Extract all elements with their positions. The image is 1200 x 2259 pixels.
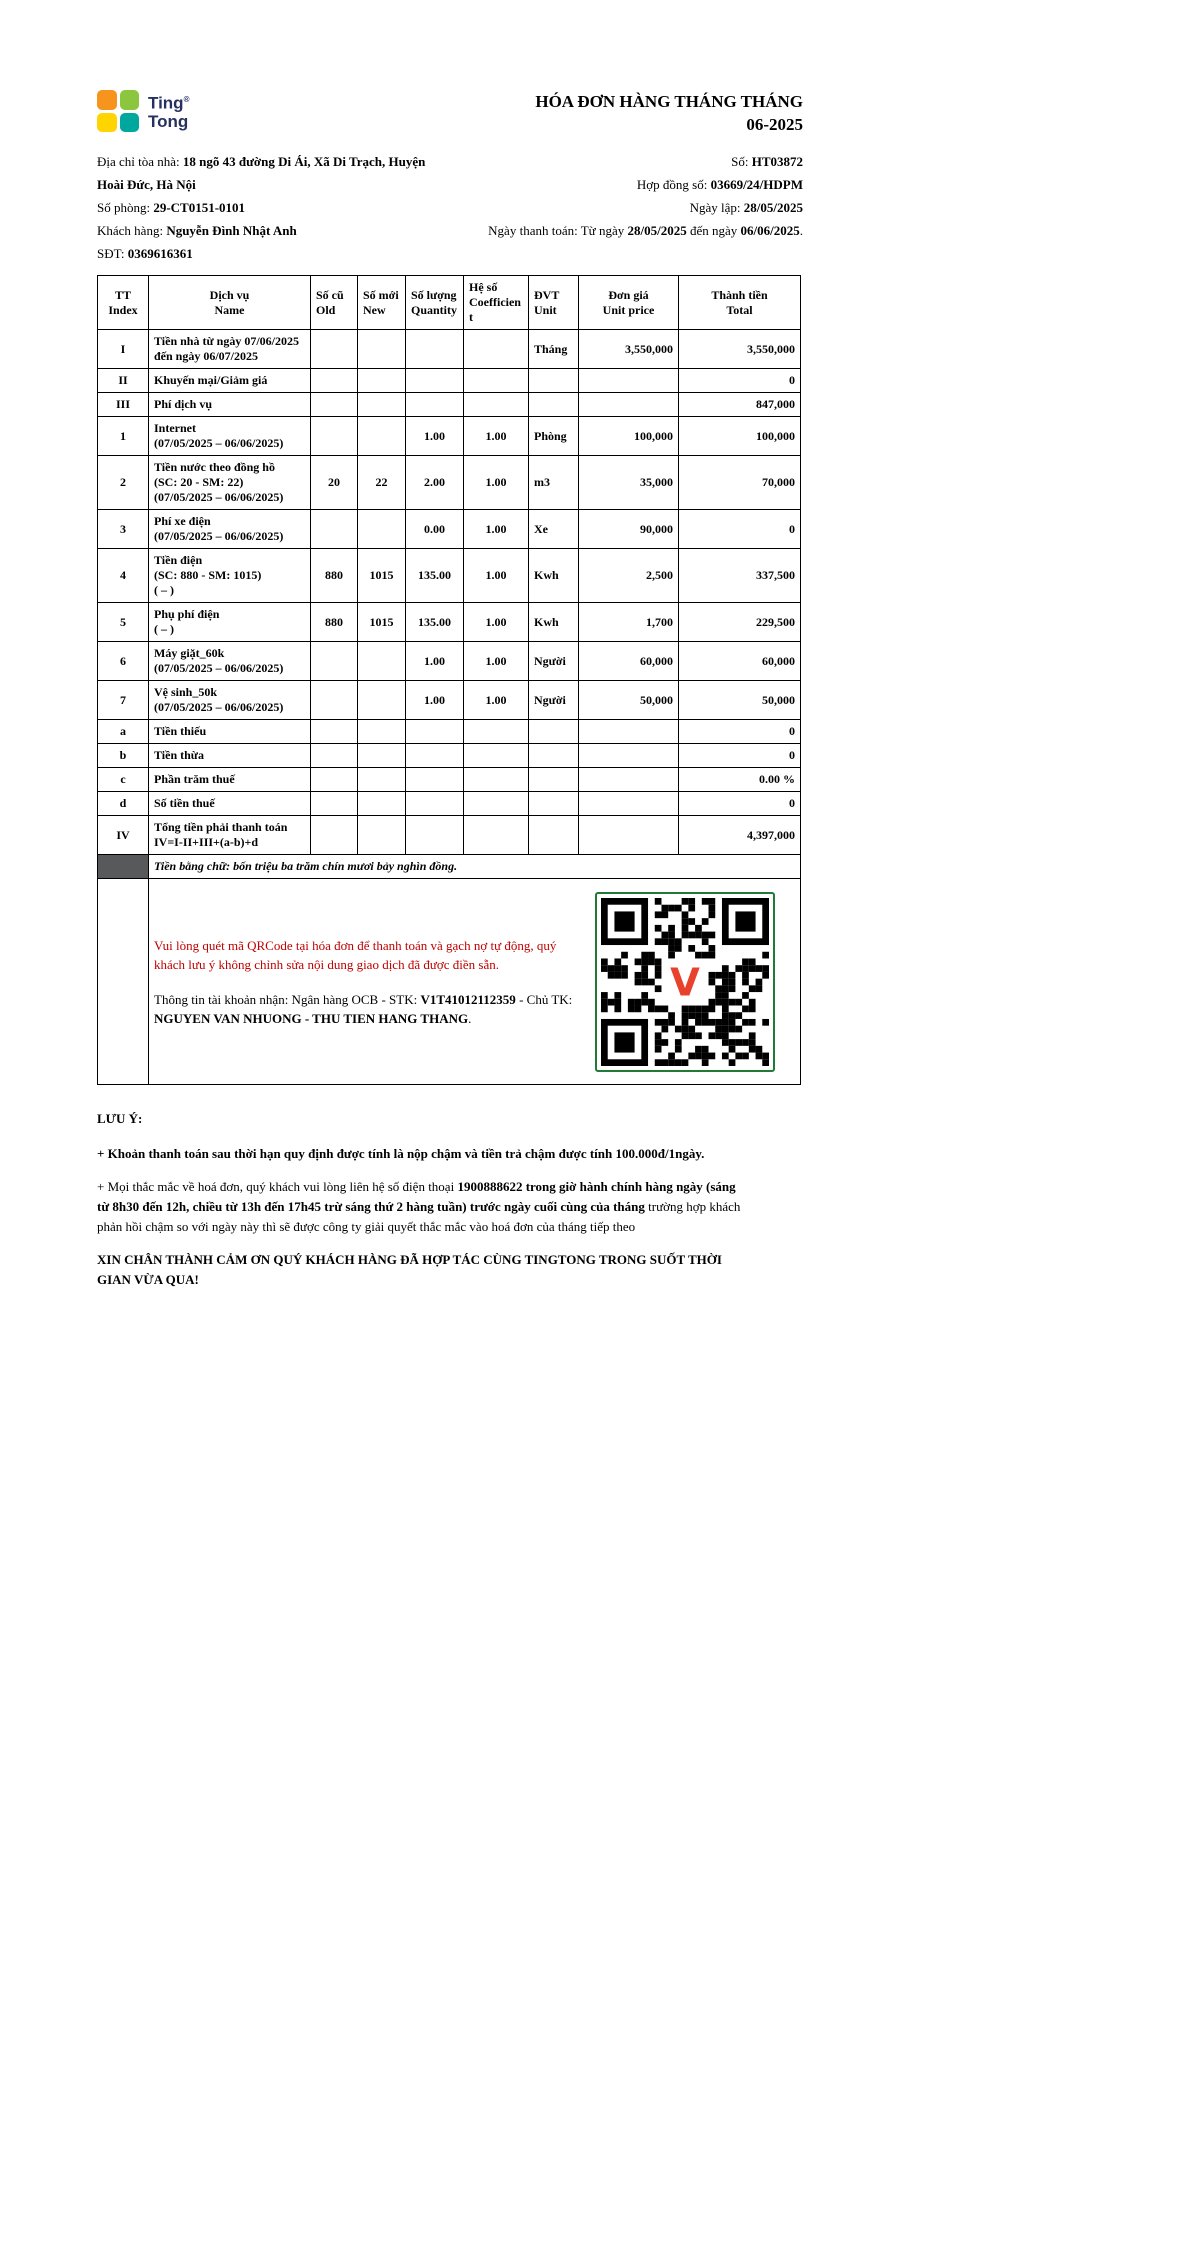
cell-unit bbox=[529, 393, 579, 417]
brand-word-ting: Ting bbox=[148, 93, 184, 113]
cell-total: 50,000 bbox=[679, 681, 801, 720]
column-header bbox=[358, 276, 406, 330]
table-row bbox=[98, 744, 801, 768]
service-name-line: (SC: 880 - SM: 1015) bbox=[154, 568, 262, 582]
hotline-note bbox=[97, 1177, 745, 1237]
info-left bbox=[97, 150, 449, 265]
service-name-line: Phí dịch vụ bbox=[154, 397, 213, 411]
text-segment: Nguyễn Đình Nhật Anh bbox=[166, 223, 297, 238]
text-segment: trước ngày cuối cùng của tháng bbox=[469, 1199, 645, 1214]
service-name-line: Tiền thừa bbox=[154, 748, 204, 762]
cell-unit-price bbox=[579, 816, 679, 855]
cell-old-reading: 880 bbox=[311, 603, 358, 642]
cell-service-name bbox=[149, 768, 311, 792]
service-name-line: Vệ sinh_50k bbox=[154, 685, 218, 699]
cell-service-name bbox=[149, 720, 311, 744]
table-row bbox=[98, 681, 801, 720]
info-line bbox=[449, 150, 803, 173]
cell-service-name bbox=[149, 816, 311, 855]
logo-square-green bbox=[120, 90, 140, 110]
cell-unit: Người bbox=[529, 642, 579, 681]
cell-total: 0 bbox=[679, 792, 801, 816]
service-name-line: Tiền điện bbox=[154, 553, 203, 567]
cell-unit bbox=[529, 792, 579, 816]
service-name-line: đến ngày 06/07/2025 bbox=[154, 349, 259, 363]
cell-unit: Phòng bbox=[529, 417, 579, 456]
column-header-line: New bbox=[363, 302, 386, 317]
column-header-line: Quantity bbox=[411, 302, 458, 317]
cell-unit bbox=[529, 816, 579, 855]
column-header-line: Số mới bbox=[363, 287, 399, 302]
cell-total: 0 bbox=[679, 744, 801, 768]
service-name-line: (07/05/2025 – 06/06/2025) bbox=[154, 490, 284, 504]
cell-service-name bbox=[149, 603, 311, 642]
table-row bbox=[98, 417, 801, 456]
cell-index: IV bbox=[98, 816, 149, 855]
cell-coefficient: 1.00 bbox=[464, 681, 529, 720]
cell-unit: Xe bbox=[529, 510, 579, 549]
service-name-line: Tổng tiền phải thanh toán bbox=[154, 820, 288, 834]
cell-index: 7 bbox=[98, 681, 149, 720]
cell-new-reading bbox=[358, 510, 406, 549]
qr-code bbox=[601, 898, 769, 1066]
cell-unit-price bbox=[579, 744, 679, 768]
cell-coefficient bbox=[464, 330, 529, 369]
table-row bbox=[98, 393, 801, 417]
text-segment: - Chủ TK: bbox=[515, 991, 573, 1007]
text-segment: + Khoản thanh toán sau thời hạn quy định được tính là nộp chậm và tiền trả chậm được tính 100.000đ/1ngày. bbox=[97, 1146, 705, 1161]
table-row bbox=[98, 369, 801, 393]
service-name-line: Internet bbox=[154, 421, 196, 435]
cell-total: 0 bbox=[679, 720, 801, 744]
cell-index: 2 bbox=[98, 456, 149, 510]
cell-unit bbox=[529, 744, 579, 768]
cell-coefficient bbox=[464, 720, 529, 744]
cell-service-name bbox=[149, 417, 311, 456]
cell-old-reading bbox=[311, 816, 358, 855]
text-segment: . bbox=[468, 1010, 472, 1026]
column-header-line: ĐVT bbox=[534, 287, 560, 302]
cell-coefficient bbox=[464, 393, 529, 417]
cell-unit-price: 60,000 bbox=[579, 642, 679, 681]
column-header bbox=[98, 276, 149, 330]
cell-unit-price bbox=[579, 792, 679, 816]
text-segment: Tiền bằng chữ: bbox=[154, 859, 234, 873]
service-name-line: Khuyến mại/Giảm giá bbox=[154, 373, 268, 387]
cell-new-reading bbox=[358, 642, 406, 681]
info-line bbox=[449, 196, 803, 219]
cell-index: III bbox=[98, 393, 149, 417]
cell-total: 60,000 bbox=[679, 642, 801, 681]
cell-new-reading: 1015 bbox=[358, 603, 406, 642]
cell-service-name bbox=[149, 369, 311, 393]
table-row bbox=[98, 816, 801, 855]
cell-unit-price bbox=[579, 768, 679, 792]
table-row bbox=[98, 603, 801, 642]
cell-service-name bbox=[149, 642, 311, 681]
cell-total: 70,000 bbox=[679, 456, 801, 510]
brand-name-line1 bbox=[148, 91, 189, 113]
cell-index: a bbox=[98, 720, 149, 744]
cell-service-name bbox=[149, 792, 311, 816]
cell-quantity bbox=[406, 768, 464, 792]
cell-new-reading bbox=[358, 330, 406, 369]
cell-old-reading bbox=[311, 768, 358, 792]
text-segment: . bbox=[799, 223, 803, 238]
cell-new-reading: 22 bbox=[358, 456, 406, 510]
text-segment: 03669/24/HDPM bbox=[710, 177, 803, 192]
table-row bbox=[98, 330, 801, 369]
cell-unit: Tháng bbox=[529, 330, 579, 369]
cell-unit: Kwh bbox=[529, 549, 579, 603]
cell-service-name bbox=[149, 744, 311, 768]
info-line bbox=[97, 219, 449, 242]
cell-old-reading: 880 bbox=[311, 549, 358, 603]
cell-old-reading bbox=[311, 369, 358, 393]
cell-service-name bbox=[149, 681, 311, 720]
table-row bbox=[98, 720, 801, 744]
table-row bbox=[98, 456, 801, 510]
text-segment: NGUYEN VAN NHUONG - THU TIEN HANG THANG bbox=[154, 1010, 469, 1026]
notes-title: LƯU Ý: bbox=[97, 1111, 143, 1126]
cell-quantity: 2.00 bbox=[406, 456, 464, 510]
cell-total: 4,397,000 bbox=[679, 816, 801, 855]
cell-quantity bbox=[406, 393, 464, 417]
cell-old-reading bbox=[311, 642, 358, 681]
cell-coefficient bbox=[464, 768, 529, 792]
cell-quantity bbox=[406, 720, 464, 744]
table-row bbox=[98, 642, 801, 681]
payment-instructions bbox=[154, 936, 582, 1028]
info-line bbox=[97, 196, 449, 219]
cell-quantity: 1.00 bbox=[406, 681, 464, 720]
cell-index: d bbox=[98, 792, 149, 816]
cell-quantity bbox=[406, 330, 464, 369]
service-name-line: ( – ) bbox=[154, 583, 174, 597]
column-header-line: Total bbox=[726, 302, 753, 317]
text-segment: V1T41012112359 bbox=[420, 991, 516, 1007]
table-row bbox=[98, 549, 801, 603]
column-header-line: Dịch vụ bbox=[209, 287, 250, 302]
service-name-line: Tiền nhà từ ngày 07/06/2025 bbox=[154, 334, 300, 348]
cell-index: I bbox=[98, 330, 149, 369]
service-name-line: Số tiền thuế bbox=[154, 796, 215, 810]
column-header-line: Số lượng bbox=[411, 287, 457, 302]
cell-total: 0.00 % bbox=[679, 768, 801, 792]
svg-text:V: V bbox=[670, 959, 700, 1005]
cell-total: 229,500 bbox=[679, 603, 801, 642]
cell-total: 100,000 bbox=[679, 417, 801, 456]
cell-unit-price: 100,000 bbox=[579, 417, 679, 456]
column-header-line: Thành tiền bbox=[711, 287, 768, 302]
cell-new-reading bbox=[358, 369, 406, 393]
cell-quantity bbox=[406, 744, 464, 768]
cell-coefficient: 1.00 bbox=[464, 456, 529, 510]
invoice-table-header-row bbox=[98, 276, 801, 330]
cell-index: 1 bbox=[98, 417, 149, 456]
text-segment: Hợp đồng số: bbox=[636, 177, 711, 192]
cell-index: II bbox=[98, 369, 149, 393]
cell-coefficient bbox=[464, 744, 529, 768]
cell-quantity: 0.00 bbox=[406, 510, 464, 549]
service-name-line: (07/05/2025 – 06/06/2025) bbox=[154, 436, 284, 450]
service-name-line: Phần trăm thuế bbox=[154, 772, 235, 786]
cell-old-reading bbox=[311, 792, 358, 816]
cell-old-reading bbox=[311, 393, 358, 417]
cell-index: b bbox=[98, 744, 149, 768]
amount-in-words-row bbox=[98, 855, 801, 879]
cell-quantity: 1.00 bbox=[406, 417, 464, 456]
cell-new-reading bbox=[358, 681, 406, 720]
text-segment: Số: bbox=[731, 154, 752, 169]
cell-service-name bbox=[149, 549, 311, 603]
column-header bbox=[311, 276, 358, 330]
cell-coefficient bbox=[464, 792, 529, 816]
service-name-line: (07/05/2025 – 06/06/2025) bbox=[154, 529, 284, 543]
column-header bbox=[579, 276, 679, 330]
text-segment: 28/05/2025 bbox=[743, 200, 803, 215]
info-right bbox=[449, 150, 803, 265]
cell-new-reading bbox=[358, 393, 406, 417]
table-row bbox=[98, 768, 801, 792]
text-segment: 06/06/2025 bbox=[740, 223, 800, 238]
cell-old-reading bbox=[311, 330, 358, 369]
service-name-line: ( – ) bbox=[154, 622, 174, 636]
cell-new-reading bbox=[358, 816, 406, 855]
text-segment: bốn triệu ba trăm chín mươi bảy nghìn đồng. bbox=[233, 859, 458, 873]
cell-unit-price: 2,500 bbox=[579, 549, 679, 603]
cell-unit: m3 bbox=[529, 456, 579, 510]
text-segment: 0369616361 bbox=[127, 246, 193, 261]
invoice-table-footer bbox=[98, 855, 801, 1085]
logo-square-teal bbox=[120, 113, 140, 133]
cell-quantity bbox=[406, 369, 464, 393]
qr-code-frame bbox=[595, 892, 775, 1072]
service-name-line: (07/05/2025 – 06/06/2025) bbox=[154, 661, 284, 675]
text-segment: Số phòng: bbox=[97, 200, 154, 215]
table-row bbox=[98, 510, 801, 549]
cell-new-reading bbox=[358, 417, 406, 456]
cell-new-reading bbox=[358, 792, 406, 816]
brand-name bbox=[148, 91, 189, 131]
service-name-line: Máy giặt_60k bbox=[154, 646, 225, 660]
service-name-line: Tiền nước theo đồng hồ bbox=[154, 460, 275, 474]
cell-quantity bbox=[406, 816, 464, 855]
invoice-table-body bbox=[98, 330, 801, 855]
header bbox=[97, 90, 803, 136]
cell-coefficient: 1.00 bbox=[464, 603, 529, 642]
footer-notes bbox=[97, 1109, 745, 1290]
cell-unit-price bbox=[579, 369, 679, 393]
cell-unit-price bbox=[579, 720, 679, 744]
info-line bbox=[97, 242, 449, 265]
qr-row-index-cell bbox=[98, 879, 149, 1085]
cell-coefficient bbox=[464, 369, 529, 393]
cell-service-name bbox=[149, 393, 311, 417]
cell-coefficient: 1.00 bbox=[464, 549, 529, 603]
column-header-line: Đơn giá bbox=[608, 287, 649, 302]
cell-unit bbox=[529, 720, 579, 744]
registered-mark-icon: ® bbox=[183, 95, 190, 105]
cell-unit bbox=[529, 768, 579, 792]
text-segment: Địa chỉ tòa nhà: bbox=[97, 154, 183, 169]
cell-new-reading bbox=[358, 744, 406, 768]
cell-unit-price: 3,550,000 bbox=[579, 330, 679, 369]
cell-service-name bbox=[149, 510, 311, 549]
qr-payment-notice: Vui lòng quét mã QRCode tại hóa đơn để thanh toán và gạch nợ tự động, quý khách lưu ý không chỉnh sửa nội dung giao dịch đã được điền sẵn. bbox=[154, 937, 557, 972]
cell-coefficient: 1.00 bbox=[464, 510, 529, 549]
cell-index: c bbox=[98, 768, 149, 792]
cell-old-reading: 20 bbox=[311, 456, 358, 510]
cell-service-name bbox=[149, 456, 311, 510]
cell-old-reading bbox=[311, 417, 358, 456]
service-name-line: (07/05/2025 – 06/06/2025) bbox=[154, 700, 284, 714]
service-name-line: Tiền thiếu bbox=[154, 724, 207, 738]
text-segment: 18 ngõ 43 đường Di Ái, Xã Di Trạch, Huyện Hoài Đức, Hà Nội bbox=[97, 154, 426, 192]
service-name-line: IV=I-II+III+(a-b)+d bbox=[154, 835, 259, 849]
logo-square-orange bbox=[97, 90, 117, 110]
cell-unit-price: 35,000 bbox=[579, 456, 679, 510]
invoice-info bbox=[97, 150, 803, 265]
cell-index: 5 bbox=[98, 603, 149, 642]
column-header bbox=[464, 276, 529, 330]
service-name-line: (SC: 20 - SM: 22) bbox=[154, 475, 244, 489]
cell-new-reading bbox=[358, 768, 406, 792]
service-name-line: Phụ phí điện bbox=[154, 607, 220, 621]
cell-coefficient bbox=[464, 816, 529, 855]
column-header-line: Số cũ bbox=[316, 287, 344, 302]
column-header bbox=[529, 276, 579, 330]
text-segment: 29-CT0151-0101 bbox=[153, 200, 246, 215]
cell-index: 6 bbox=[98, 642, 149, 681]
column-header-line: Index bbox=[108, 302, 138, 317]
late-payment-note bbox=[97, 1144, 745, 1164]
cell-coefficient: 1.00 bbox=[464, 642, 529, 681]
text-segment: HT03872 bbox=[751, 154, 803, 169]
brand-name-line2: Tong bbox=[148, 111, 189, 131]
column-header bbox=[679, 276, 801, 330]
cell-old-reading bbox=[311, 720, 358, 744]
column-header-line: Unit price bbox=[602, 302, 655, 317]
service-name-line: Phí xe điện bbox=[154, 514, 211, 528]
column-header-line: Unit bbox=[534, 302, 557, 317]
invoice-document bbox=[97, 90, 803, 1303]
cell-old-reading bbox=[311, 681, 358, 720]
cell-total: 0 bbox=[679, 369, 801, 393]
cell-new-reading: 1015 bbox=[358, 549, 406, 603]
cell-unit: Kwh bbox=[529, 603, 579, 642]
column-header-line: Hệ số bbox=[469, 280, 498, 294]
column-header bbox=[406, 276, 464, 330]
info-line bbox=[97, 150, 449, 196]
info-line bbox=[449, 173, 803, 196]
cell-unit-price: 1,700 bbox=[579, 603, 679, 642]
column-header-line: TT bbox=[114, 287, 131, 302]
brand-logo bbox=[97, 90, 189, 132]
column-header-line: Coefficient bbox=[469, 295, 521, 324]
cell-index: 3 bbox=[98, 510, 149, 549]
text-segment: Ngày lập: bbox=[689, 200, 744, 215]
cell-total: 0 bbox=[679, 510, 801, 549]
cell-service-name bbox=[149, 330, 311, 369]
text-segment: đến ngày bbox=[686, 223, 741, 238]
cell-quantity: 135.00 bbox=[406, 603, 464, 642]
logo-square-yellow bbox=[97, 113, 117, 133]
text-segment: Thông tin tài khoản nhận: Ngân hàng OCB - STK: bbox=[154, 991, 421, 1007]
qr-section bbox=[149, 879, 801, 1085]
text-segment: trường hợp khách phản hồi chậm so với ngày này thì sẽ được công ty giải quyết thắc mắc vào hoá đơn của tháng tiếp theo bbox=[97, 1199, 741, 1234]
closing-thanks bbox=[97, 1250, 745, 1290]
page-title: HÓA ĐƠN HÀNG THÁNG THÁNG 06-2025 bbox=[535, 92, 803, 134]
shaded-index-cell bbox=[98, 855, 149, 879]
cell-quantity: 135.00 bbox=[406, 549, 464, 603]
text-segment: XIN CHÂN THÀNH CẢM ƠN QUÝ KHÁCH HÀNG ĐÃ HỢP TÁC CÙNG TINGTONG TRONG SUỐT THỜI GIAN VỪA QUA! bbox=[97, 1252, 722, 1287]
text-segment: Khách hàng: bbox=[97, 223, 167, 238]
text-segment: 1900888622 trong giờ hành chính hàng ngày (sáng từ 8h30 đến 12h, chiều từ 13h đến 17h45 trừ sáng thứ 2 hàng tuần) bbox=[97, 1179, 736, 1214]
cell-quantity: 1.00 bbox=[406, 642, 464, 681]
cell-old-reading bbox=[311, 744, 358, 768]
text-segment: SĐT: bbox=[97, 246, 128, 261]
text-segment: 28/05/2025 bbox=[627, 223, 687, 238]
cell-unit-price: 50,000 bbox=[579, 681, 679, 720]
column-header bbox=[149, 276, 311, 330]
invoice-table bbox=[97, 275, 801, 1085]
cell-total: 847,000 bbox=[679, 393, 801, 417]
table-row bbox=[98, 792, 801, 816]
cell-coefficient: 1.00 bbox=[464, 417, 529, 456]
column-header-line: Old bbox=[316, 302, 336, 317]
column-header-line: Name bbox=[214, 302, 245, 317]
cell-unit-price bbox=[579, 393, 679, 417]
cell-unit bbox=[529, 369, 579, 393]
cell-old-reading bbox=[311, 510, 358, 549]
cell-new-reading bbox=[358, 720, 406, 744]
tingtong-logo-icon bbox=[97, 90, 139, 132]
text-segment: Ngày thanh toán: Từ ngày bbox=[488, 223, 628, 238]
cell-total: 3,550,000 bbox=[679, 330, 801, 369]
cell-unit-price: 90,000 bbox=[579, 510, 679, 549]
cell-quantity bbox=[406, 792, 464, 816]
bank-account-info bbox=[154, 990, 582, 1028]
qr-row bbox=[98, 879, 801, 1085]
cell-index: 4 bbox=[98, 549, 149, 603]
info-line bbox=[449, 219, 803, 242]
cell-unit: Người bbox=[529, 681, 579, 720]
cell-total: 337,500 bbox=[679, 549, 801, 603]
amount-in-words bbox=[149, 855, 801, 879]
text-segment: + Mọi thắc mắc về hoá đơn, quý khách vui lòng liên hệ số điện thoại bbox=[97, 1179, 458, 1194]
